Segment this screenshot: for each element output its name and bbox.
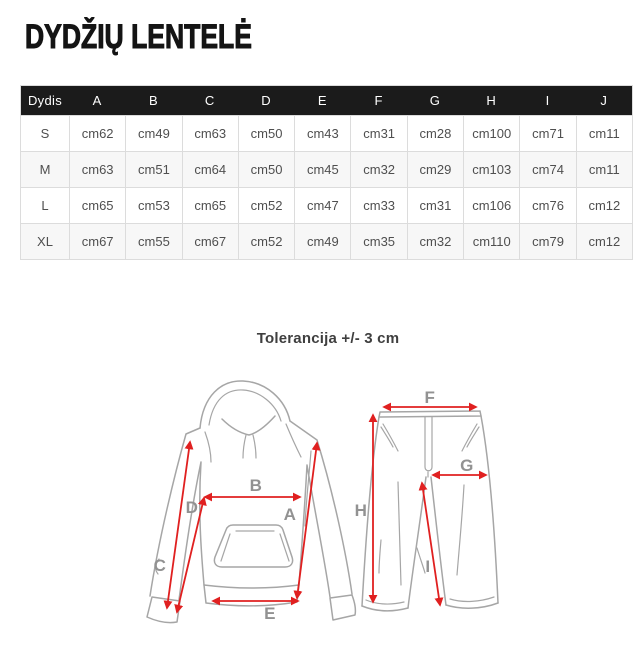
table-cell: cm32: [407, 223, 463, 259]
hood-inner-path: [209, 390, 281, 425]
pocket-inner-path: [221, 531, 289, 561]
table-cell: cm31: [407, 187, 463, 223]
size-cell: S: [21, 115, 69, 151]
drawcord-path: [243, 435, 256, 458]
table-cell: cm35: [350, 223, 406, 259]
measure-label-i: I: [425, 557, 431, 576]
tolerance-note: Tolerancija +/- 3 cm: [256, 330, 400, 347]
table-cell: cm100: [463, 115, 519, 151]
cuff-left-path: [147, 597, 180, 623]
table-cell: cm11: [576, 115, 632, 151]
table-cell: cm32: [350, 151, 406, 187]
table-cell: cm31: [350, 115, 406, 151]
pants-diagram: [355, 388, 498, 611]
table-cell: cm76: [519, 187, 575, 223]
measure-label-h: H: [354, 501, 368, 520]
table-cell: cm55: [125, 223, 181, 259]
table-cell: cm67: [69, 223, 125, 259]
table-cell: cm65: [69, 187, 125, 223]
measure-label-a: A: [283, 505, 297, 524]
table-cell: cm51: [125, 151, 181, 187]
column-header-d: D: [238, 86, 294, 115]
measure-label-c: C: [153, 556, 167, 575]
size-table: [20, 85, 633, 260]
pants-hem-inner-path: [366, 597, 494, 604]
table-cell: cm33: [350, 187, 406, 223]
table-cell: cm11: [576, 151, 632, 187]
table-cell: cm53: [125, 187, 181, 223]
column-header-f: F: [350, 86, 406, 115]
measure-label-d: D: [185, 498, 199, 517]
table-cell: cm110: [463, 223, 519, 259]
cuff-right-path: [330, 595, 355, 620]
column-header-j: J: [576, 86, 632, 115]
fly-path: [425, 417, 432, 477]
hoodie-seam-path: [155, 424, 311, 574]
table-cell: cm52: [238, 223, 294, 259]
column-header-h: H: [463, 86, 519, 115]
table-cell: cm12: [576, 187, 632, 223]
table-cell: cm62: [69, 115, 125, 151]
measure-label-g: G: [460, 456, 474, 475]
hoodie-diagram: [147, 381, 355, 623]
size-cell: L: [21, 187, 69, 223]
hood-outline-path: [200, 381, 290, 428]
table-cell: cm47: [294, 187, 350, 223]
table-cell: cm50: [238, 115, 294, 151]
table-cell: cm52: [238, 187, 294, 223]
waistband-path: [379, 411, 481, 417]
pants-crease-path: [379, 482, 464, 585]
hood-opening-path: [222, 416, 275, 435]
measure-arrow-c: [167, 442, 190, 608]
column-header-g: G: [407, 86, 463, 115]
page-title: DYDŽIŲ LENTELĖ: [25, 18, 252, 56]
measurement-diagram: [0, 370, 643, 672]
table-cell: cm49: [125, 115, 181, 151]
table-cell: cm50: [238, 151, 294, 187]
size-cell: XL: [21, 223, 69, 259]
column-header-c: C: [182, 86, 238, 115]
table-cell: cm106: [463, 187, 519, 223]
measure-label-f: F: [424, 388, 436, 407]
measure-label-e: E: [264, 604, 276, 623]
pants-legs-path: [362, 416, 498, 608]
table-cell: cm12: [576, 223, 632, 259]
table-cell: cm103: [463, 151, 519, 187]
column-header-e: E: [294, 86, 350, 115]
table-cell: cm65: [182, 187, 238, 223]
table-cell: cm79: [519, 223, 575, 259]
table-cell: cm74: [519, 151, 575, 187]
size-cell: M: [21, 151, 69, 187]
table-cell: cm45: [294, 151, 350, 187]
table-cell: cm28: [407, 115, 463, 151]
table-cell: cm71: [519, 115, 575, 151]
table-cell: cm67: [182, 223, 238, 259]
column-header-b: B: [125, 86, 181, 115]
table-cell: cm63: [182, 115, 238, 151]
column-header-a: A: [69, 86, 125, 115]
table-cell: cm49: [294, 223, 350, 259]
table-cell: cm64: [182, 151, 238, 187]
column-header-i: I: [519, 86, 575, 115]
measure-arrow-i: [422, 483, 440, 605]
measure-label-b: B: [249, 476, 263, 495]
table-cell: cm43: [294, 115, 350, 151]
hoodie-hem-path: [204, 585, 299, 606]
pants-pocket-path: [381, 424, 479, 451]
table-cell: cm63: [69, 151, 125, 187]
column-header-size: Dydis: [21, 86, 69, 115]
table-cell: cm29: [407, 151, 463, 187]
